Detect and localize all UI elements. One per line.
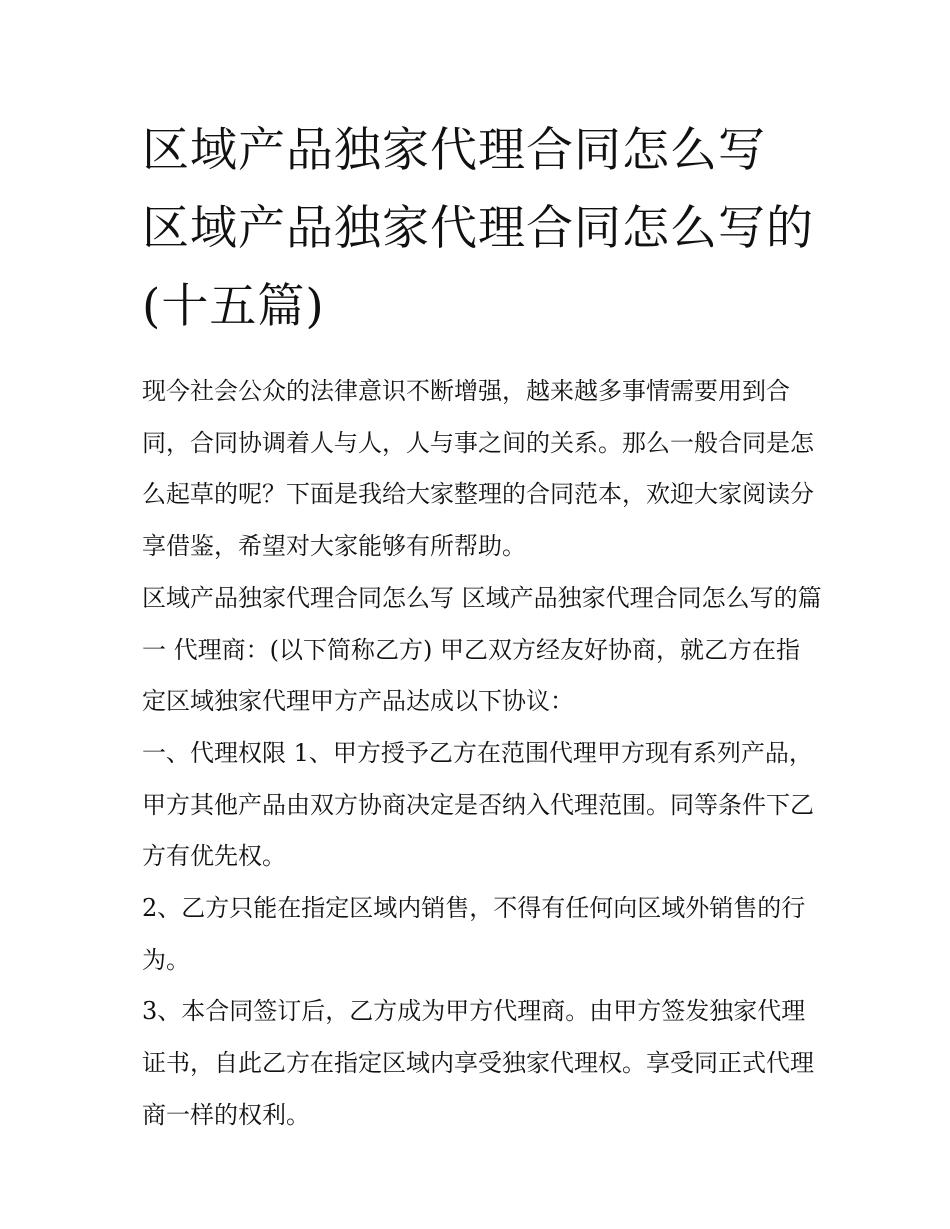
document-page — [142, 112, 822, 1142]
paragraph-clause-2: 2、乙方只能在指定区域内销售，不得有任何向区域外销售的行为。 — [142, 894, 806, 974]
paragraph-chapter-one: 区域产品独家代理合同怎么写 区域产品独家代理合同怎么写的篇一 代理商：(以下简称乙方) 甲乙双方经友好协商，就乙方在指定区域独家代理甲方产品达成以下协议： — [142, 583, 822, 716]
paragraph-clause-3: 3、本合同签订后，乙方成为甲方代理商。由甲方签发独家代理证书，自此乙方在指定区域内享受独家代理权。享受同正式代理商一样的权利。 — [142, 997, 814, 1129]
paragraph-intro: 现今社会公众的法律意识不断增强，越来越多事情需要用到合同，合同协调着人与人，人与事之间的关系。那么一般合同是怎么起草的呢？下面是我给大家整理的合同范本，欢迎大家阅读分享借鉴，希望对大家能够有所帮助。 — [142, 377, 814, 561]
document-body — [142, 366, 822, 1142]
paragraph-clause-1: 一、代理权限 1、甲方授予乙方在范围代理甲方现有系列产品，甲方其他产品由双方协商决定是否纳入代理范围。同等条件下乙方有优先权。 — [142, 738, 814, 871]
document-title: 区域产品独家代理合同怎么写 区域产品独家代理合同怎么写的(十五篇) — [142, 123, 814, 334]
